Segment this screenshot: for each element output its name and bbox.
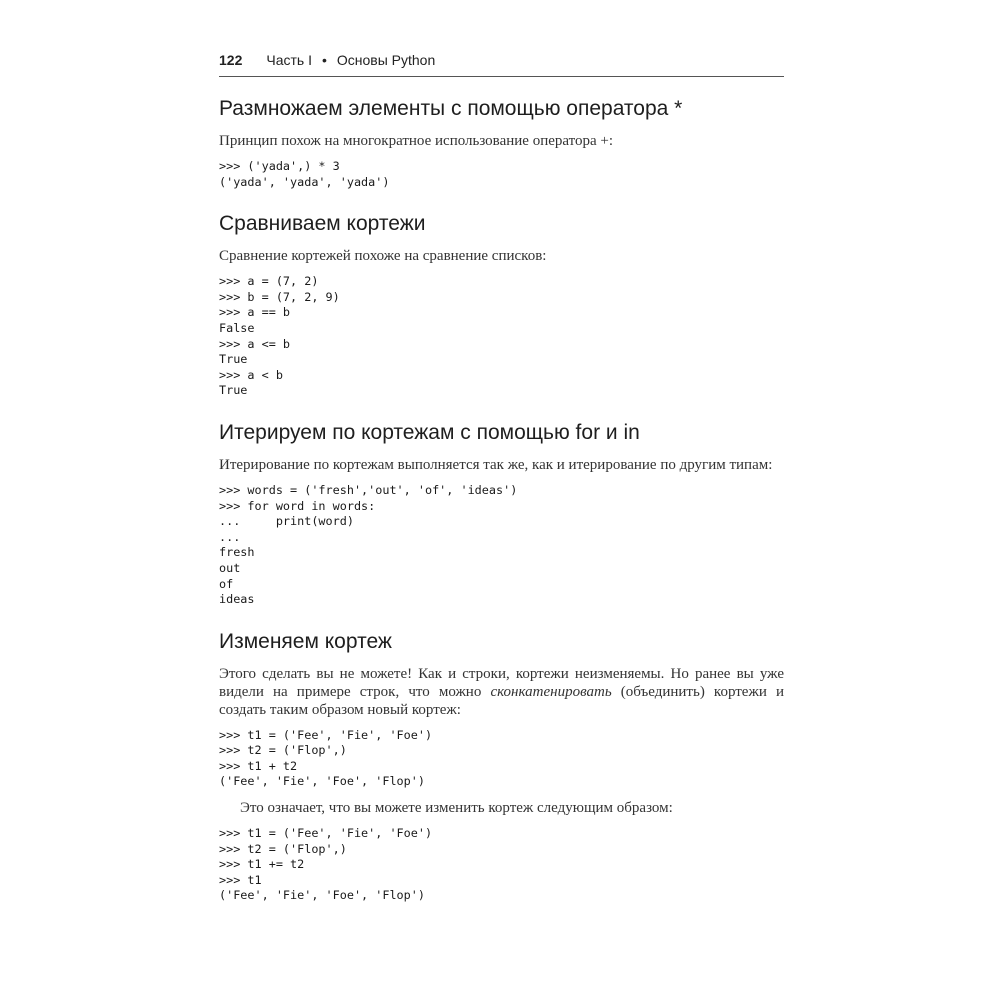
page-number: 122: [219, 52, 243, 68]
code-block-augmented: >>> t1 = ('Fee', 'Fie', 'Foe') >>> t2 = ('Flop',) >>> t1 += t2 >>> t1 ('Fee', 'Fie', 'Foe', 'Flop'): [219, 826, 433, 903]
header-bullet: •: [321, 52, 327, 68]
code-block-iterate: >>> words = ('fresh','out', 'of', 'ideas') >>> for word in words: ... print(word) ... fresh out of ideas: [219, 482, 518, 607]
paragraph-text: Этого сделать вы не можете! Как и строки, кортежи неизменяемы. Но ранее вы уже видели на примере строк, что можно: [219, 665, 784, 700]
code-block-concat: >>> t1 = ('Fee', 'Fie', 'Foe') >>> t2 = ('Flop',) >>> t1 + t2 ('Fee', 'Fie', 'Foe', 'Flop'): [219, 727, 433, 789]
code-block-multiply: >>> ('yada',) * 3 ('yada', 'yada', 'yada'): [219, 159, 390, 189]
section-heading-iterate: Итерируем по кортежам с помощью for и in: [219, 420, 640, 444]
book-title: Основы Python: [336, 52, 436, 68]
section-paragraph-iterate: Итерирование по кортежам выполняется так же, как и итерирование по другим типам:: [219, 456, 773, 473]
code-block-compare: >>> a = (7, 2) >>> b = (7, 2, 9) >>> a == b False >>> a <= b True >>> a < b True: [219, 274, 340, 398]
section-heading-compare: Сравниваем кортежи: [219, 212, 426, 236]
section-paragraph-modify-2: Это означает, что вы можете изменить кортеж следующим образом:: [240, 800, 673, 817]
page-content: [219, 95, 784, 904]
section-heading-modify: Изменяем кортеж: [219, 629, 392, 653]
section-paragraph-multiply: Принцип похож на многократное использование оператора +:: [219, 133, 614, 149]
section-paragraph-modify: [219, 665, 784, 719]
running-header: [219, 52, 784, 76]
header-rule: [219, 76, 784, 77]
paragraph-emphasis: сконкатенировать: [490, 683, 612, 700]
section-paragraph-compare: Сравнение кортежей похоже на сравнение списков:: [219, 248, 547, 265]
paragraph-text: (объединить) кортежи и создать таким образом новый кортеж:: [219, 683, 784, 718]
section-heading-multiply: Размножаем элементы с помощью оператора *: [219, 97, 683, 120]
part-label: Часть I: [266, 52, 312, 68]
